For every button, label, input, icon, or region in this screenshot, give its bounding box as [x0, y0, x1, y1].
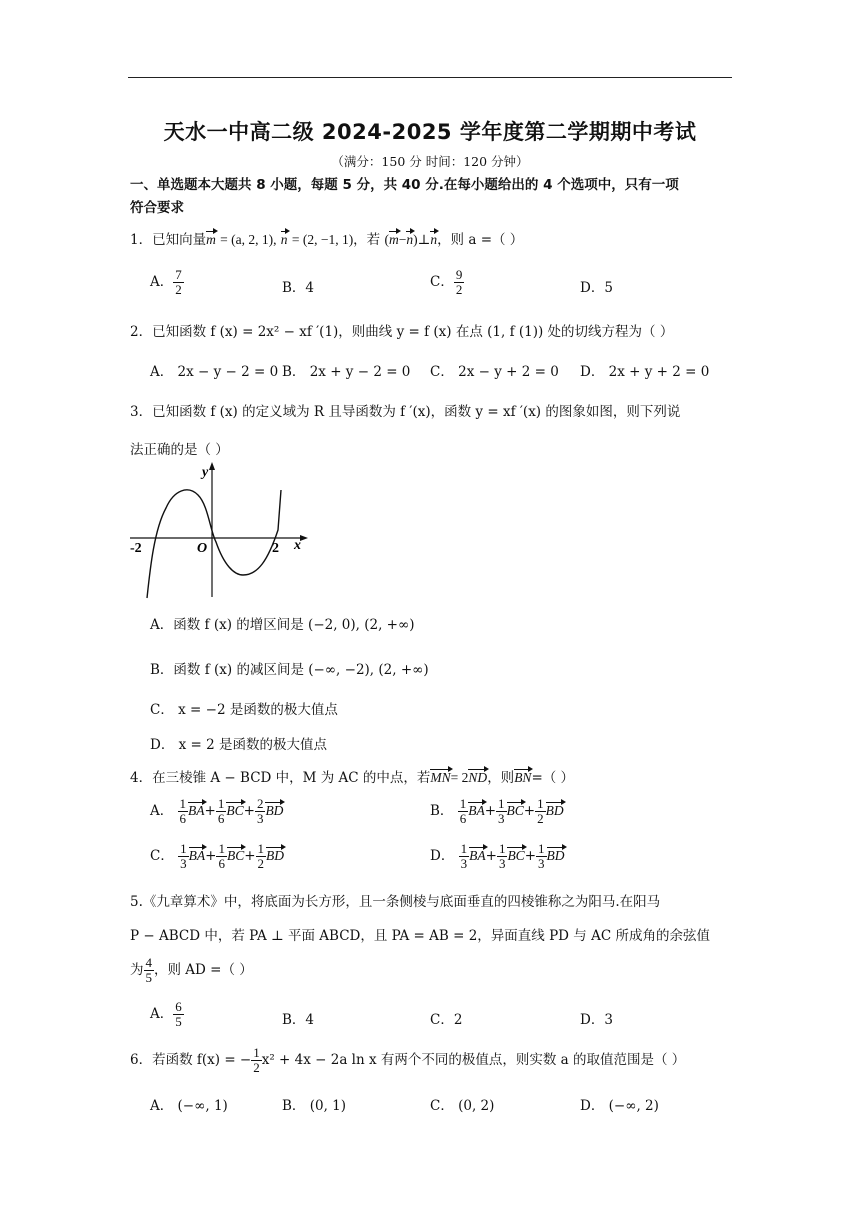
q4-c-label: C．	[150, 848, 174, 864]
q2-option-a: A． 2x − y − 2 = 0	[150, 364, 279, 380]
q4-option-c: C． $\frac{1}{3}$ BA+ $\frac{1}{6}$ BC+ $\frac{1}{2}$ BD	[150, 841, 285, 871]
q4-d-vec-bc: BC	[507, 848, 525, 863]
q6-option-c: C． (0, 2)	[430, 1098, 495, 1114]
q1-option-c-fraction: $\frac{9}{2}$	[455, 267, 463, 297]
graph-x-label: x	[294, 538, 301, 553]
q4-a-frac-3: $\frac{2}{3}$	[256, 796, 264, 826]
q1-option-d: D．5	[580, 280, 613, 296]
q6-option-b: B． (0, 1)	[282, 1098, 347, 1114]
q1-option-a-fraction: $\frac{7}{2}$	[175, 267, 182, 297]
vector-bn: BN	[514, 770, 532, 785]
q5-line3-end: ，则 AD =（ ）	[154, 962, 253, 978]
q3-option-b: B．函数 f (x) 的减区间是 (−∞, −2), (2, +∞)	[150, 662, 429, 678]
q5-option-a-fraction: $\frac{6}{5}$	[175, 999, 182, 1029]
graph-origin-label: O	[197, 541, 208, 556]
q5-option-b: B．4	[282, 1012, 315, 1028]
question-5-line1: 5.《九章算术》中，将底面为长方形，且一条侧棱与底面垂直的四棱锥称之为阳马.在阳马	[130, 894, 661, 910]
q5-line3-start: 为	[130, 962, 144, 978]
q5-option-c: C．2	[430, 1012, 463, 1028]
question-5-line2: P − ABCD 中，若 PA ⊥ 平面 ABCD，且 PA = AB = 2，异面直线 PD 与 AC 所成角的余弦值	[130, 928, 710, 944]
q1-option-a	[150, 268, 184, 297]
vector-m: m	[206, 232, 216, 247]
q4-a-vec-bd: BD	[265, 803, 284, 818]
q1-m-minus-n: (m−n)	[384, 232, 418, 247]
q4-b-label: B．	[430, 803, 454, 819]
q1-option-c	[430, 268, 464, 297]
question-4-stem	[130, 766, 574, 786]
q4-a-vec-ba: BA	[188, 803, 205, 818]
question-5-line3	[130, 956, 253, 985]
q4-b-frac-1: $\frac{1}{6}$	[459, 796, 467, 826]
q2-option-d: D． 2x + y + 2 = 0	[580, 364, 710, 380]
q4-c-vec-bc: BC	[226, 848, 245, 863]
q4-option-a: A． $\frac{1}{6}$ BA+ $\frac{1}{6}$ BC+ $\frac{2}{3}$ BD	[150, 796, 284, 826]
q6-half-fraction: $\frac{1}{2}$	[253, 1045, 260, 1075]
vector-n: n	[280, 232, 288, 247]
q6-option-d: D． (−∞, 2)	[580, 1098, 659, 1114]
q5-option-a-label: A．	[150, 1006, 174, 1022]
q3-function-graph	[128, 460, 308, 600]
q2-option-c: C． 2x − y + 2 = 0	[430, 364, 559, 380]
exam-subtitle: （满分：150 分 时间：120 分钟）	[331, 154, 529, 169]
q4-d-label: D．	[430, 848, 455, 864]
question-3-stem-line1: 3．已知函数 f (x) 的定义域为 R 且导函数为 f ′(x)，函数 y = xf ′(x) 的图象如图，则下列说	[130, 404, 681, 420]
question-2-stem: 2．已知函数 f (x) = 2x² − xf ′(1)，则曲线 y = f (x) 在点 (1, f (1)) 处的切线方程为（ ）	[130, 324, 674, 340]
graph-x-arrow	[300, 535, 308, 541]
section-heading-line1: 一、单选题本大题共 8 小题，每题 5 分，共 40 分.在每小题给出的 4 个选项中，只有一项	[130, 177, 679, 193]
q4-c-frac-2: $\frac{1}{6}$	[218, 841, 225, 871]
vector-nd: ND	[468, 770, 488, 785]
graph-curve	[147, 490, 281, 598]
q5-cos-fraction: $\frac{4}{5}$	[145, 955, 152, 985]
q4-a-frac-1: $\frac{1}{6}$	[179, 796, 187, 826]
q4-a-frac-2: $\frac{1}{6}$	[217, 796, 225, 826]
q1-option-b: B．4	[282, 280, 315, 296]
q4-tail: =（ ）	[531, 770, 575, 786]
q1-option-a-label: A．	[150, 274, 174, 290]
q4-eq: = 2	[450, 770, 469, 785]
q3-option-c: C． x = −2 是函数的极大值点	[150, 702, 338, 718]
q4-d-frac-2: $\frac{1}{3}$	[498, 841, 506, 871]
graph-y-label: y	[202, 465, 209, 480]
q1-then: ，则 a =（ ）	[437, 232, 524, 248]
vector-mn: MN	[430, 770, 451, 785]
section-heading-line2: 符合要求	[130, 200, 184, 216]
q4-b-vec-bd: BD	[545, 803, 564, 818]
q4-a-vec-bc: BC	[226, 803, 244, 818]
q1-perp: ⊥	[417, 232, 431, 248]
q4-b-frac-3: $\frac{1}{2}$	[537, 796, 544, 826]
exam-title: 天水一中高二级 2024-2025 学年度第二学期期中考试	[163, 120, 697, 144]
q2-option-b: B． 2x + y − 2 = 0	[282, 364, 411, 380]
q4-d-frac-3: $\frac{1}{3}$	[538, 841, 545, 871]
q1-option-c-label: C．	[430, 274, 454, 290]
q4-option-d: D． $\frac{1}{3}$ BA+ $\frac{1}{3}$ BC+ $\frac{1}{3}$ BD	[430, 841, 565, 871]
graph-y-arrow	[209, 462, 215, 470]
q4-c-vec-ba: BA	[188, 848, 206, 863]
q4-option-b: B． $\frac{1}{6}$ BA+ $\frac{1}{3}$ BC+ $\frac{1}{2}$ BD	[430, 796, 564, 826]
q4-then: ，则	[487, 770, 515, 786]
q4-d-frac-1: $\frac{1}{3}$	[460, 841, 468, 871]
q4-c-vec-bd: BD	[266, 848, 285, 863]
graph-left-tick: -2	[130, 541, 142, 556]
vector-n-2: n	[430, 232, 438, 247]
q6-stem-start: 6．若函数 f(x) = −	[130, 1052, 252, 1068]
question-1-stem	[130, 228, 523, 248]
q4-d-vec-bd: BD	[546, 848, 565, 863]
q4-d-vec-ba: BA	[469, 848, 486, 863]
q6-stem-end: x² + 4x − 2a ln x 有两个不同的极值点，则实数 a 的取值范围是（ ）	[261, 1052, 686, 1068]
q4-stem-start: 4．在三棱锥 A − BCD 中，M 为 AC 的中点，若	[130, 770, 431, 786]
header-rule	[128, 77, 732, 78]
graph-right-tick: 2	[272, 541, 279, 556]
question-6-stem	[130, 1046, 685, 1075]
q1-stem-start: 1．已知向量	[130, 232, 207, 248]
q5-option-d: D．3	[580, 1012, 613, 1028]
q4-a-label: A．	[150, 803, 174, 819]
q4-b-vec-ba: BA	[468, 803, 485, 818]
q4-b-frac-2: $\frac{1}{3}$	[498, 796, 505, 826]
q1-n-value: = (2, −1, 1)，若	[291, 232, 381, 247]
q3-option-d: D． x = 2 是函数的极大值点	[150, 737, 328, 753]
q1-m-value: = (a, 2, 1),	[220, 232, 277, 247]
q3-option-a: A．函数 f (x) 的增区间是 (−2, 0), (2, +∞)	[150, 617, 415, 633]
q6-option-a: A． (−∞, 1)	[150, 1098, 228, 1114]
q4-b-vec-bc: BC	[506, 803, 524, 818]
question-3-stem-line2: 法正确的是（ ）	[130, 442, 229, 458]
section-heading	[130, 174, 735, 220]
q4-c-frac-1: $\frac{1}{3}$	[180, 841, 187, 871]
q4-c-frac-3: $\frac{1}{2}$	[257, 841, 265, 871]
q5-option-a	[150, 1000, 184, 1029]
